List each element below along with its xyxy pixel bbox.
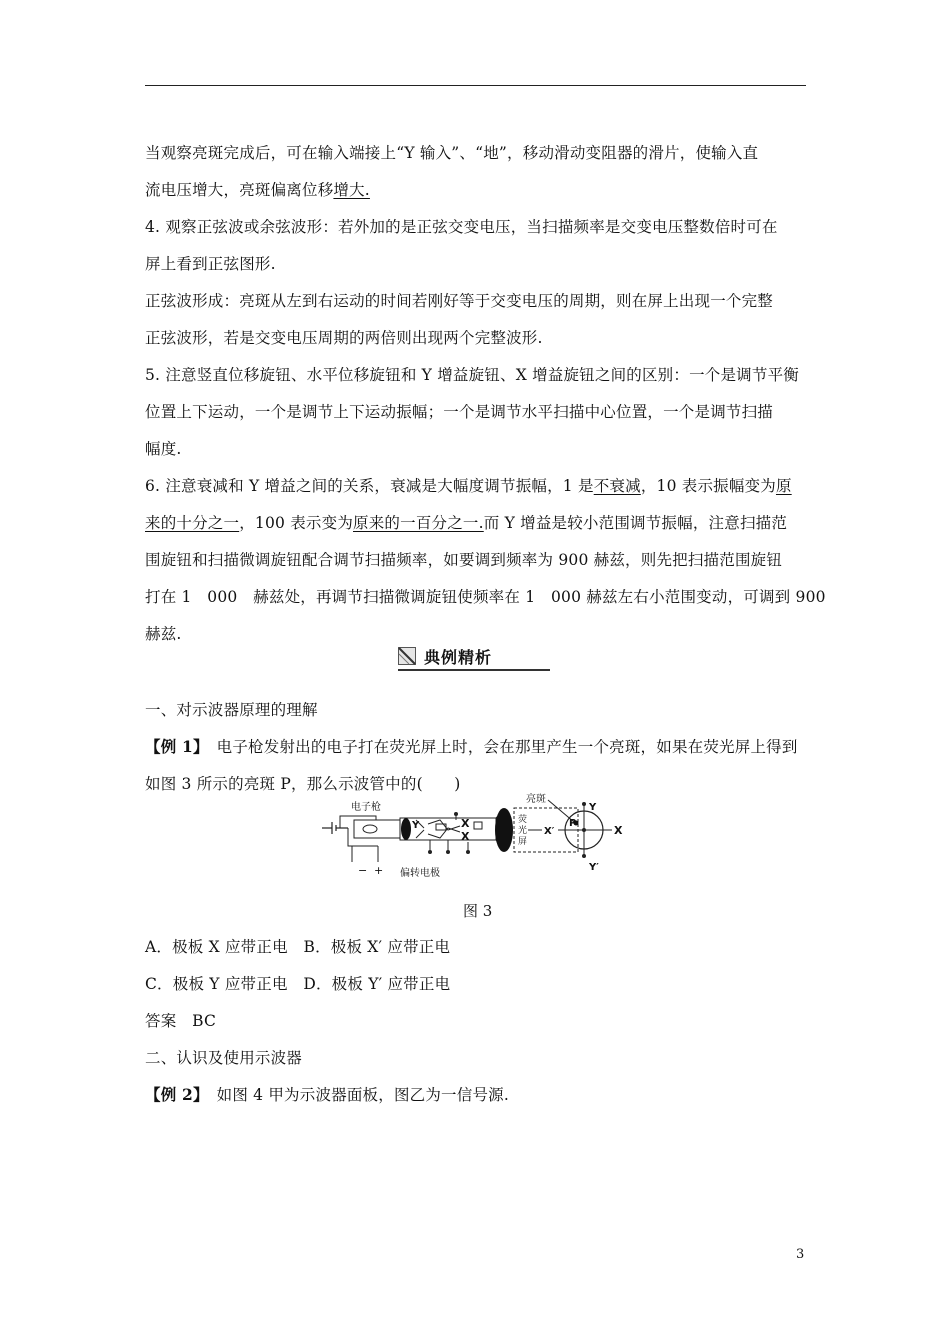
- svg-text:X: X: [461, 817, 470, 830]
- text-line: 4. 观察正弦波或余弦波形：若外加的是正弦交变电压，当扫描频率是交变电压整数倍时可在: [145, 218, 778, 236]
- svg-text:P: P: [569, 818, 577, 829]
- svg-text:X′: X′: [544, 826, 555, 837]
- example-2-line: 【例 2】 如图 4 甲为示波器面板，图乙为一信号源.: [145, 1085, 509, 1104]
- figure-caption: 图 3: [463, 902, 493, 920]
- text-line: 赫兹.: [145, 625, 182, 643]
- svg-text:Y′: Y′: [589, 862, 599, 873]
- option-line: C．极板 Y 应带正电 D．极板 Y′ 应带正电: [145, 975, 451, 993]
- svg-text:Y: Y: [412, 820, 420, 831]
- svg-text:屏: 屏: [518, 837, 528, 847]
- svg-text:Y: Y: [589, 802, 597, 813]
- text-line: 屏上看到正弦图形.: [145, 255, 276, 273]
- text-line: 来的十分之一，100 表示变为原来的一百分之一.而 Y 增益是较小范围调节振幅，注意扫描范: [145, 514, 788, 532]
- section-header: [398, 644, 550, 670]
- example-tag: 【例 1】: [145, 737, 201, 756]
- text-line: 正弦波形成：亮斑从左到右运动的时间若刚好等于交变电压的周期，则在屏上出现一个完整: [145, 292, 774, 310]
- subsection-heading: 二、认识及使用示波器: [145, 1049, 303, 1067]
- header-rule: [145, 85, 806, 86]
- text-line: 位置上下运动，一个是调节上下运动振幅；一个是调节水平扫描中心位置，一个是调节扫描: [145, 403, 774, 421]
- svg-text:荧: 荧: [518, 815, 528, 825]
- text-line: 5. 注意竖直位移旋钮、水平位移旋钮和 Y 增益旋钮、X 增益旋钮之间的区别：一个是调节平衡: [145, 366, 799, 384]
- text-line: 幅度.: [145, 440, 182, 458]
- text-line: 6. 注意衰减和 Y 增益之间的关系，衰减是大幅度调节振幅，1 是不衰减，10 表示振幅变为原: [145, 477, 792, 495]
- option-line: A．极板 X 应带正电 B．极板 X′ 应带正电: [145, 938, 451, 956]
- svg-text:光: 光: [518, 826, 528, 836]
- svg-text:X: X: [461, 830, 470, 843]
- oscilloscope-tube-figure: [318, 790, 638, 882]
- section-underline: [398, 669, 550, 671]
- text-line: 打在 1 000 赫兹处，再调节扫描微调旋钮使频率在 1 000 赫兹左右小范围变动，可调到 900: [145, 588, 826, 606]
- plates-label: 偏转电极: [400, 868, 440, 879]
- svg-text:−: −: [358, 864, 368, 877]
- example-tag: 【例 2】: [145, 1085, 201, 1104]
- spot-label: 亮斑: [526, 794, 546, 805]
- subsection-heading: 一、对示波器原理的理解: [145, 701, 318, 719]
- example-1-line: 【例 1】 电子枪发射出的电子打在荧光屏上时，会在那里产生一个亮斑，如果在荧光屏上得到: [145, 737, 798, 756]
- section-marker-icon: [398, 647, 416, 665]
- answer-line: 答案 BC: [145, 1012, 217, 1030]
- text-line: 流电压增大，亮斑偏离位移增大.: [145, 181, 370, 199]
- svg-text:+: +: [374, 864, 384, 877]
- svg-text:X: X: [614, 824, 623, 837]
- page-number: 3: [796, 1247, 805, 1262]
- text-line: 正弦波形，若是交变电压周期的两倍则出现两个完整波形.: [145, 329, 543, 347]
- gun-label: 电子枪: [351, 802, 381, 813]
- text-line: 当观察亮斑完成后，可在输入端接上“Y 输入”、“地”，移动滑动变阻器的滑片，使输入直: [145, 144, 759, 162]
- example-1-line: 如图 3 所示的亮斑 P，那么示波管中的( ): [145, 775, 461, 793]
- text-line: 围旋钮和扫描微调旋钮配合调节扫描频率，如要调到频率为 900 赫兹，则先把扫描范围旋钮: [145, 551, 783, 569]
- section-title: 典例精析: [424, 648, 493, 667]
